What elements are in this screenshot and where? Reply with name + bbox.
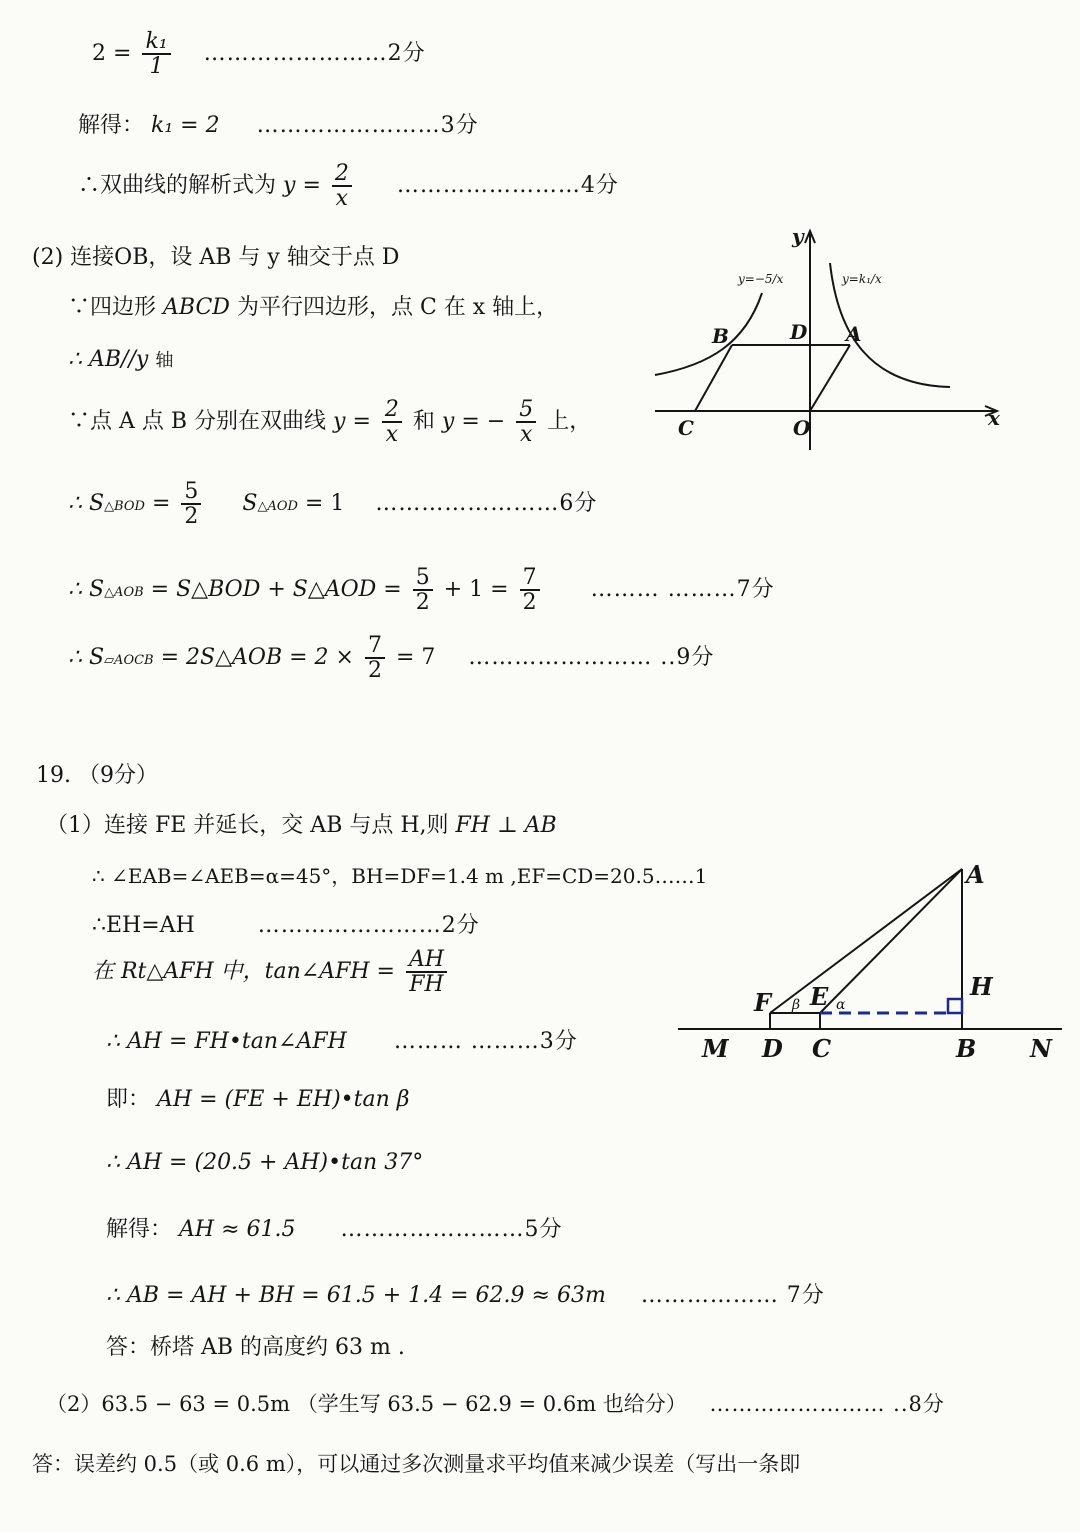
solve-k1: 解得： k₁ = 2 ……………………3分 (78, 113, 479, 138)
q19-eh-ah: ∴EH=AH ……………………2分 (92, 913, 480, 938)
label-y: y (792, 225, 804, 248)
score-6: ……………………6分 (375, 491, 598, 517)
label-a2: A (966, 860, 985, 889)
label-n: N (1030, 1034, 1052, 1063)
label-e: E (810, 982, 829, 1011)
label-beta: β (792, 997, 801, 1013)
label-m: M (702, 1034, 729, 1063)
parallelogram-statement: ∵四边形 ABCD 为平行四边形，点 C 在 x 轴上， (68, 295, 559, 320)
ab-parallel-statement: ∴ AB//y 轴 (68, 347, 174, 372)
score-3: ……………………3分 (256, 113, 479, 138)
label-x: x (988, 406, 1000, 430)
segment-ae (820, 869, 962, 1013)
segment-ao (810, 345, 850, 411)
frac-7-over-2-b: $\frac{7}{2}$ (365, 634, 385, 682)
q19-final-answer: 答：误差约 0.5（或 0.6 m），可以通过多次测量求平均值来减少误差（写出一条即 (32, 1452, 801, 1476)
label-h: H (970, 972, 993, 1001)
score-3b: ……… ………3分 (393, 1029, 578, 1054)
points-on-hyperbolas: ∵点 A 点 B 分别在双曲线 y = $\frac{2}{x}$ 和 y = − $\frac{5}{x}$ 上， (68, 397, 592, 448)
label-pos-curve: y=k₁/x (842, 272, 882, 286)
label-neg-curve: y=−5/x (738, 272, 784, 286)
q19-part1-intro: （1）连接 FE 并延长，交 AB 与点 H,则 FH ⊥ AB (46, 813, 557, 838)
score-2: ……………………2分 (203, 41, 426, 67)
area-aocb: ∴ S▱AOCB = 2S△AOB = 2 × $\frac{7}{2}$ = 7 …………………… ..9分 (68, 633, 715, 684)
q19-ah-eq3: ∴ AH = (20.5 + AH)•tan 37° (106, 1150, 424, 1175)
q19-rt-tan: 在 Rt△AFH 中，tan∠AFH = $\frac{AH}{FH}$ (92, 948, 451, 996)
label-d2: D (762, 1034, 783, 1063)
frac-ah-over-fh: $\frac{AH}{FH}$ (406, 948, 447, 996)
label-c: C (678, 416, 694, 440)
segment-af (770, 869, 962, 1013)
frac-5-over-x: $\frac{5}{x}$ (516, 398, 536, 446)
frac-k1-over-1: $\frac{\text{k₁}}{1}$ (142, 30, 170, 78)
q19-ab-eq: ∴ AB = AH + BH = 61.5 + 1.4 = 62.9 ≈ 63m ……………… 7分 (106, 1283, 825, 1308)
q19-solve: 解得： AH ≈ 61.5 ……………………5分 (106, 1217, 563, 1242)
q19-header: 19. （9分） (36, 763, 158, 788)
frac-5-over-2: $\frac{5}{2}$ (181, 480, 201, 528)
curve-negative-branch (655, 293, 762, 375)
score-7: ……… ………7分 (590, 577, 775, 603)
q19-part2: （2）63.5 − 63 = 0.5m （学生写 63.5 − 62.9 = 0.6m 也给分） …………………… ..8分 (46, 1392, 945, 1416)
frac-7-over-2: $\frac{7}{2}$ (520, 566, 540, 614)
label-c2: C (812, 1034, 832, 1063)
label-d: D (790, 320, 808, 344)
hyperbola-expression: ∴双曲线的解析式为 y = $\frac{2}{x}$ ……………………4分 (78, 161, 619, 212)
area-aob: ∴ S△AOB = S△BOD + S△AOD = $\frac{5}{2}$ + 1 = $\frac{7}{2}$ ……… ………7分 (68, 565, 775, 616)
score-4: ……………………4分 (396, 173, 619, 199)
frac-2-over-x: $\frac{2}{x}$ (332, 162, 352, 210)
q19-answer: 答：桥塔 AB 的高度约 63 m . (106, 1335, 405, 1360)
score-2b: ……………………2分 (257, 913, 480, 938)
areas-bod-aod: ∴ S△BOD = $\frac{5}{2}$ S△AOD = 1 ……………………6分 (68, 479, 598, 530)
frac-2-over-x-b: $\frac{2}{x}$ (382, 398, 402, 446)
q19-ah-eq2: 即： AH = (FE + EH)•tan β (106, 1087, 410, 1112)
q19-angles: ∴ ∠EAB=∠AEB=α=45°，BH=DF=1.4 m ,EF=CD=20.5……1 (92, 864, 708, 888)
tower-diagram (670, 855, 1070, 1075)
right-angle-mark (948, 999, 962, 1013)
score-9: …………………… ..9分 (468, 645, 715, 671)
label-o: O (793, 416, 811, 440)
label-a: A (846, 322, 862, 346)
score-8: …………………… ..8分 (709, 1392, 945, 1416)
label-alpha: α (836, 997, 846, 1013)
frac-5-over-2-b: $\frac{5}{2}$ (413, 566, 433, 614)
label-b: B (712, 324, 729, 348)
score-5: ……………………5分 (340, 1217, 563, 1242)
score-7b: ……………… 7分 (640, 1283, 825, 1308)
hyperbola-diagram (650, 225, 1010, 455)
q19-ah-eq: ∴ AH = FH•tan∠AFH ……… ………3分 (106, 1029, 578, 1054)
label-f: F (754, 988, 772, 1017)
eq-k1: 2 = $\frac{\text{k₁}}{1}$ ……………………2分 (92, 29, 426, 80)
label-b2: B (956, 1034, 977, 1063)
part2-intro: (2) 连接OB，设 AB 与 y 轴交于点 D (32, 245, 400, 270)
